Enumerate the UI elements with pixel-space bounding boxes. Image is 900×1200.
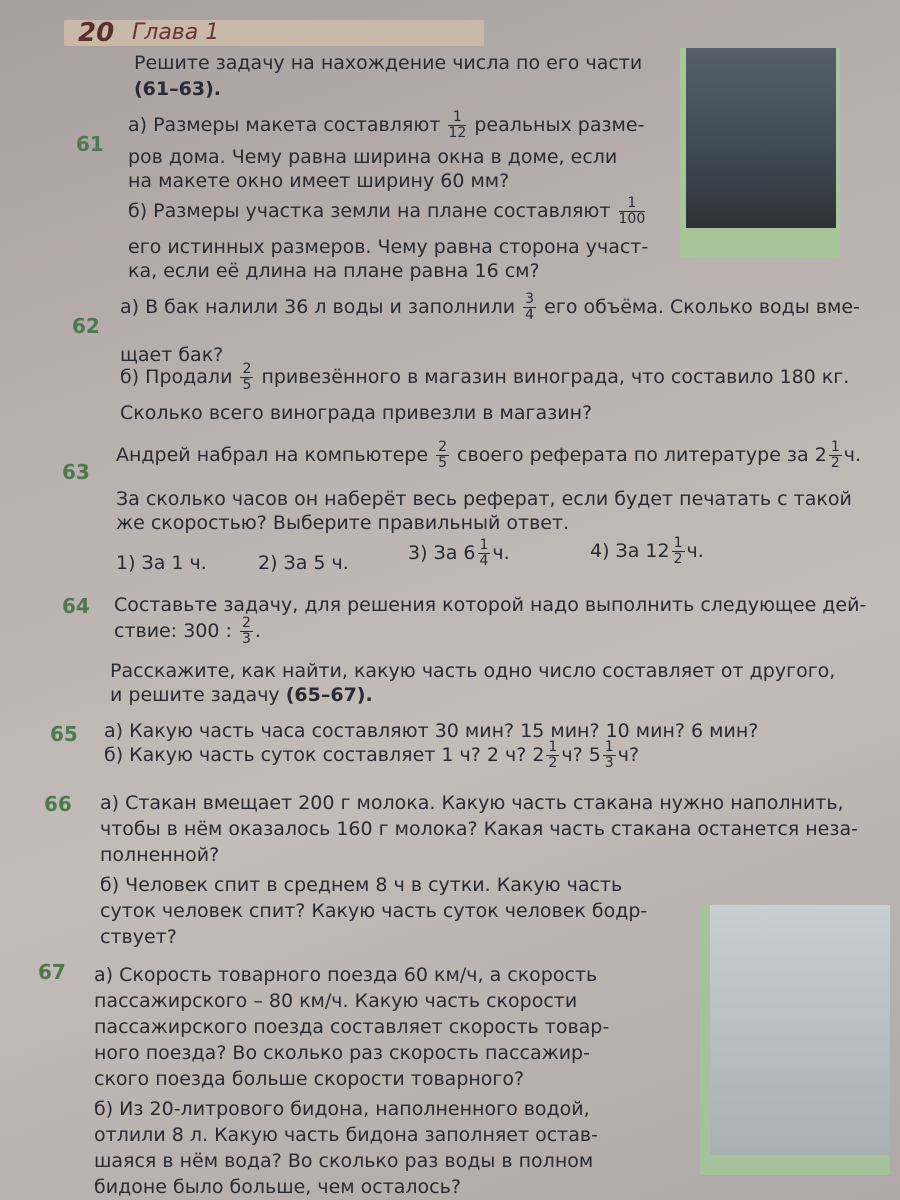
building-image (686, 48, 836, 228)
answer-option-1: 1) За 1 ч. (116, 552, 207, 574)
problem-66a-line3: полненной? (100, 844, 220, 866)
answer-option-4: 4) За 12 $\frac{1}{2}$ ч. (590, 535, 704, 567)
problem-66b-line3: ствует? (100, 926, 177, 948)
problem-67a-line3: пассажирского поезда составляет скорость товар- (94, 1016, 610, 1038)
problem-65a: а) Какую часть часа составляют 30 мин? 15 мин? 10 мин? 6 мин? (104, 720, 759, 742)
problem-63-line2: За сколько часов он наберёт весь реферат, если будет печатать с такой (116, 488, 852, 510)
intro2-line2: и решите задачу (65–67). (110, 684, 373, 706)
problem-62a-line2: щает бак? (120, 344, 224, 366)
problem-65b: б) Какую часть суток составляет 1 ч? 2 ч? 2 $\frac{1}{2}$ ч? 5 $\frac{1}{3}$ ч? (104, 739, 640, 771)
intro-range: (61–63). (134, 78, 221, 100)
problem-67b-line4: бидоне было больше, чем осталось? (94, 1176, 461, 1198)
fraction: $\frac{1}{2}$ (830, 439, 840, 471)
fraction: $\frac{2}{3}$ (241, 615, 251, 647)
problem-67a-line4: ного поезда? Во сколько раз скорость пассажир- (94, 1042, 590, 1064)
intro2-line1: Расскажите, как найти, какую часть одно число составляет от другого, (110, 660, 836, 682)
problem-62a-line1: а) В бак налили 36 л воды и заполнили $\frac{3}{4}$ его объёма. Сколько воды вме- (120, 291, 860, 323)
chapter-title: Глава 1 (132, 20, 220, 45)
fraction: $\frac{1}{100}$ (618, 195, 646, 227)
problem-61b-line1: б) Размеры участка земли на плане составляют $\frac{1}{100}$ (128, 195, 646, 227)
glass-image (710, 905, 890, 1155)
problem-63-line3: же скоростью? Выберите правильный ответ. (116, 512, 570, 534)
intro-line: Решите задачу на нахождение числа по его части (134, 52, 643, 74)
problem-61-number: 61 (76, 132, 104, 156)
problem-61b-line2: его истинных размеров. Чему равна сторона участ- (128, 236, 649, 258)
problem-66-number: 66 (44, 792, 72, 816)
problem-67b-line1: б) Из 20-литрового бидона, наполненного водой, (94, 1098, 590, 1120)
fraction: $\frac{1}{3}$ (604, 739, 614, 771)
problem-66b-line2: суток человек спит? Какую часть суток человек бодр- (100, 900, 648, 922)
page-number: 20 (78, 18, 115, 48)
fraction: $\frac{2}{5}$ (438, 439, 447, 471)
problem-67-number: 67 (38, 960, 66, 984)
problem-67a-line1: а) Скорость товарного поезда 60 км/ч, а скорость (94, 964, 598, 986)
problem-64-number: 64 (62, 594, 90, 618)
problem-66b-line1: б) Человек спит в среднем 8 ч в сутки. Какую часть (100, 874, 623, 896)
problem-63-number: 63 (62, 460, 90, 484)
header-bar (64, 20, 484, 46)
problem-66a-line1: а) Стакан вмещает 200 г молока. Какую часть стакана нужно наполнить, (100, 792, 844, 814)
answer-option-2: 2) За 5 ч. (258, 552, 349, 574)
page-header (64, 16, 484, 50)
problem-64-line1: Составьте задачу, для решения которой надо выполнить следующее дей- (114, 594, 867, 616)
problem-67b-line3: шаяся в нём вода? Во сколько раз воды в полном (94, 1150, 594, 1172)
problem-62b-line2: Сколько всего винограда привезли в магазин? (120, 402, 593, 424)
glass-photo (700, 905, 890, 1175)
problem-67b-line2: отлили 8 л. Какую часть бидона заполняет остав- (94, 1124, 598, 1146)
problem-66a-line2: чтобы в нём оказалось 160 г молока? Какая часть стакана останется неза- (100, 818, 858, 840)
problem-61a-line3: на макете окно имеет ширину 60 мм? (128, 170, 510, 192)
problem-61b-line3: ка, если её длина на плане равна 16 см? (128, 260, 540, 282)
answer-option-3: 3) За 6 $\frac{1}{4}$ ч. (408, 537, 510, 569)
problem-64-line2: ствие: 300 : $\frac{2}{3}$ . (114, 615, 261, 647)
fraction: $\frac{1}{2}$ (548, 739, 558, 771)
fraction: $\frac{1}{2}$ (673, 535, 683, 567)
fraction: $\frac{1}{12}$ (448, 109, 467, 141)
fraction: $\frac{2}{5}$ (242, 361, 252, 393)
problem-61a-line1: а) Размеры макета составляют $\frac{1}{12}$ реальных разме- (128, 109, 645, 141)
problem-65-number: 65 (50, 722, 78, 746)
problem-63-line1: Андрей набрал на компьютере $\frac{2}{5}$ своего реферата по литературе за 2 $\frac{1}{2}$ ч. (116, 439, 861, 471)
problem-62b-line1: б) Продали $\frac{2}{5}$ привезённого в магазин винограда, что составило 180 кг. (120, 361, 850, 393)
fraction: $\frac{1}{4}$ (479, 537, 489, 569)
problem-67a-line2: пассажирского – 80 км/ч. Какую часть скорости (94, 990, 578, 1012)
fraction: $\frac{3}{4}$ (525, 291, 535, 323)
problem-67a-line5: ского поезда больше скорости товарного? (94, 1068, 525, 1090)
problem-62-number: 62 (72, 314, 100, 338)
problem-61a-line2: ров дома. Чему равна ширина окна в доме, если (128, 146, 618, 168)
building-photo (680, 48, 840, 258)
